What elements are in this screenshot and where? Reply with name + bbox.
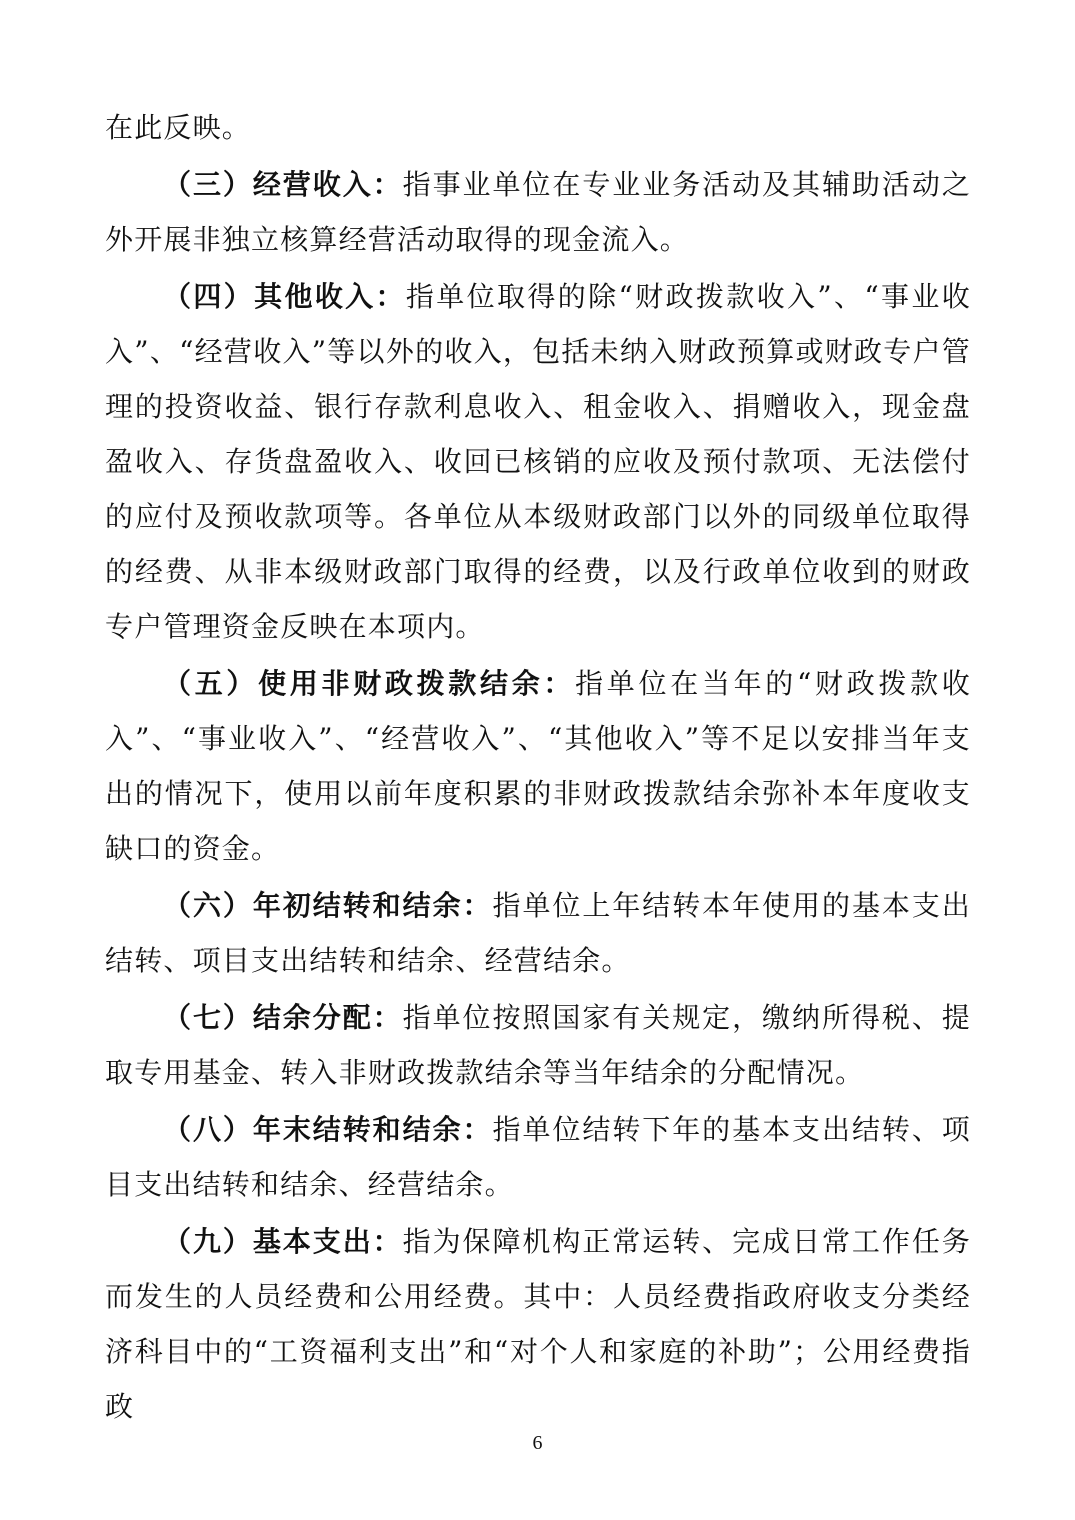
continuation-paragraph: 在此反映。 (105, 111, 252, 144)
section-basic-expenditure (105, 1214, 971, 1434)
section-other-income (105, 269, 971, 654)
section-term: （八）年末结转和结余： (163, 1113, 493, 1146)
section-body: 指为保障机构正常运转、完成日常工作任务而发生的人员经费和公用经费。其中：人员经费指政府收支分类经济科目中的“工资福利支出”和“对个人和家庭的补助”；公用经费指政 (105, 1225, 971, 1423)
section-term: （六）年初结转和结余： (163, 889, 493, 922)
section-term: （四）其他收入： (163, 280, 406, 313)
page-number: 6 (532, 1432, 543, 1454)
section-closing-carryover (105, 1102, 971, 1212)
section-body: 指事业单位在专业业务活动及其辅助活动之外开展非独立核算经营活动取得的现金流入。 (105, 168, 971, 256)
section-term: （七）结余分配： (163, 1001, 403, 1034)
section-body: 指单位按照国家有关规定，缴纳所得税、提取专用基金、转入非财政拨款结余等当年结余的分配情况。 (105, 1001, 971, 1089)
section-use-of-non-fiscal-balance (105, 656, 971, 876)
section-body: 指单位结转下年的基本支出结转、项目支出结转和结余、经营结余。 (105, 1113, 972, 1201)
section-term: （九）基本支出： (163, 1225, 403, 1258)
section-opening-carryover (105, 878, 971, 988)
section-term: （三）经营收入： (163, 168, 403, 201)
section-body: 指单位上年结转本年使用的基本支出结转、项目支出结转和结余、经营结余。 (105, 889, 972, 977)
section-body: 指单位取得的除“财政拨款收入”、“事业收入”、“经营收入”等以外的收入，包括未纳入财政预算或财政专户管理的投资收益、银行存款利息收入、租金收入、捐赠收入，现金盘盈收入、存货盘盈收入、收回已核销的应收及预付款项、无法偿付的应付及预收款项等。各单位从本级财政部门以外的同级单位取得的经费、从非本级财政部门取得的经费，以及行政单位收到的财政专户管理资金反映在本项内。 (105, 280, 971, 643)
document-body (105, 100, 971, 1436)
section-operating-income (105, 157, 971, 267)
section-body: 指单位在当年的“财政拨款收入”、“事业收入”、“经营收入”、“其他收入”等不足以安排当年支出的情况下，使用以前年度积累的非财政拨款结余弥补本年度收支缺口的资金。 (105, 667, 971, 865)
section-term: （五）使用非财政拨款结余： (163, 667, 576, 700)
section-balance-distribution (105, 990, 971, 1100)
